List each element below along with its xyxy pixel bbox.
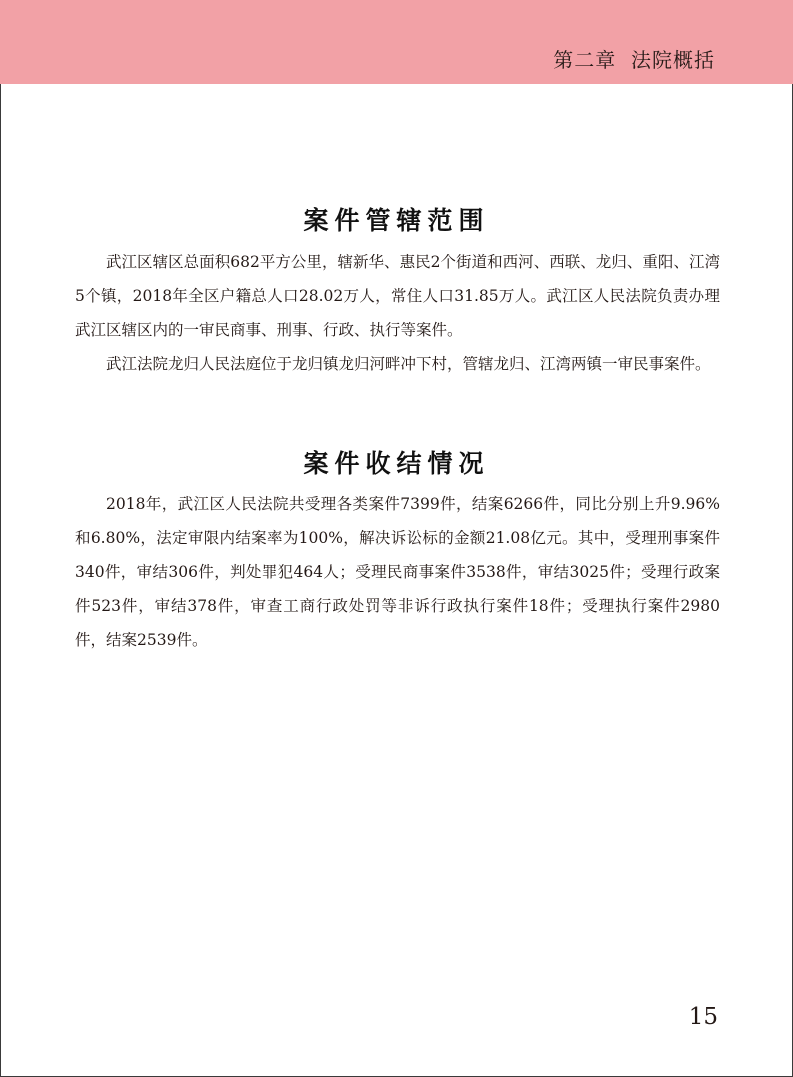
chapter-header-band xyxy=(0,0,793,84)
section-heading-jurisdiction: 案件管辖范围 xyxy=(303,206,490,235)
page-number: 15 xyxy=(688,1004,718,1030)
section-heading-case-statistics: 案件收结情况 xyxy=(303,449,490,478)
paragraph: 武江区辖区总面积682平方公里，辖新华、惠民2个街道和西河、西联、龙归、重阳、江湾5个镇，2018年全区户籍总人口28.02万人，常住人口31.85万人。武江区人民法院负责办理武江区辖区内的一审民商事、刑事、行政、执行等案件。 xyxy=(75,253,720,339)
section-body-jurisdiction xyxy=(75,245,720,381)
section-body-case-statistics xyxy=(75,487,720,657)
chapter-title: 第二章 法院概括 xyxy=(553,48,715,72)
paragraph: 武江法院龙归人民法庭位于龙归镇龙归河畔冲下村，管辖龙归、江湾两镇一审民事案件。 xyxy=(106,355,711,373)
paragraph: 2018年，武江区人民法院共受理各类案件7399件，结案6266件，同比分别上升9.96%和6.80%，法定审限内结案率为100%，解决诉讼标的金额21.08亿元。其中，受理刑事案件340件，审结306件，判处罪犯464人；受理民商事案件3538件，审结3025件；受理行政案件523件，审结378件，审查工商行政处罚等非诉行政执行案件18件；受理执行案件2980件，结案2539件。 xyxy=(75,495,720,649)
